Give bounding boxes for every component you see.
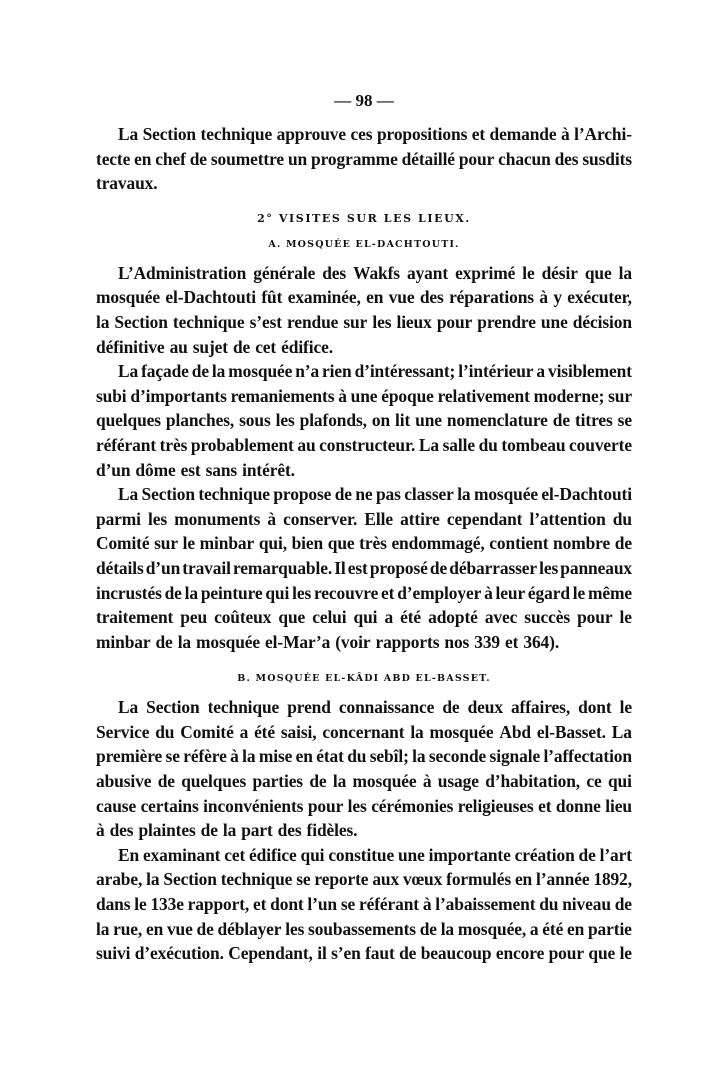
- text-line: tecte en chef de soumettre un programme détaillé pour chacun des susdits: [96, 148, 632, 169]
- text-line: à des plaintes de la part des fidèles.: [96, 820, 358, 841]
- subsection-heading-b: B. MOSQUÉE EL-KÂDI ABD EL-BASSET.: [237, 673, 491, 685]
- text-line: L’Administration générale des Wakfs ayant exprimé le désir que la: [118, 262, 632, 283]
- paragraph-b1: [96, 695, 632, 843]
- text-line: la rue, en vue de déblayer les soubassements de la mosquée, a été en partie: [96, 918, 632, 939]
- paragraph-a1: [96, 261, 632, 359]
- intro-paragraph: [96, 122, 632, 196]
- text-line: suivi d’exécution. Cependant, il s’en faut de beaucoup encore pour que le: [96, 943, 632, 964]
- page-number: — 98 —: [334, 91, 394, 110]
- text-line: quelques planches, sous les plafonds, on lit une nomenclature de titres se: [96, 410, 632, 431]
- text-line: parmi les monuments à conserver. Elle attire cependant l’attention du: [96, 508, 632, 529]
- text-line: La Section technique prend connaissance de deux affaires, dont le: [118, 697, 632, 718]
- text-line: arabe, la Section technique se reporte aux vœux formulés en l’année 1892,: [96, 869, 632, 890]
- paragraph-b2: [96, 843, 632, 966]
- text-line: incrustés de la peinture qui les recouvre et d’employer à leur égard le même: [96, 582, 632, 603]
- text-line: première se réfère à la mise en état du sebîl; la seconde signale l’affectation: [96, 746, 632, 767]
- text-line: mosquée el-Dachtouti fût examinée, en vue des réparations à y exécuter,: [96, 287, 632, 308]
- text-line: cause certains inconvénients pour les cérémonies religieuses et donne lieu: [96, 795, 632, 816]
- section-heading-visites: 2° VISITES SUR LES LIEUX.: [257, 211, 471, 225]
- text-line: La Section technique propose de ne pas classer la mosquée el-Dachtouti: [118, 484, 632, 505]
- text-line: la Section technique s’est rendue sur les lieux pour prendre une décision: [96, 311, 632, 332]
- text-line: Comité sur le minbar qui, bien que très endommagé, contient nombre de: [96, 533, 632, 554]
- text-line: détails d’un travail remarquable. Il est proposé de débarrasser les panneaux: [96, 557, 632, 578]
- text-line: traitement peu coûteux que celui qui a été adopté avec succès pour le: [96, 607, 632, 628]
- text-line: minbar de la mosquée el-Mar’a (voir rapports nos 339 et 364).: [96, 631, 560, 652]
- text-line: subi d’importants remaniements à une époque relativement moderne; sur: [96, 385, 632, 406]
- document-page: [96, 90, 632, 966]
- text-line: dans le 133e rapport, et dont l’un se référant à l’abaissement du niveau de: [96, 894, 632, 915]
- text-line: Service du Comité a été saisi, concernant la mosquée Abd el-Basset. La: [96, 721, 632, 742]
- text-line: d’un dôme est sans intérêt.: [96, 459, 295, 480]
- text-line: référant très probablement au constructeur. La salle du tombeau couverte: [96, 434, 632, 455]
- text-line: La Section technique approuve ces propositions et demande à l’Archi-: [118, 124, 632, 144]
- text-line: En examinant cet édifice qui constitue une importante création de l’art: [118, 844, 632, 865]
- text-line: La façade de la mosquée n’a rien d’intéressant; l’intérieur a visiblement: [118, 361, 632, 382]
- paragraph-a2: [96, 359, 632, 482]
- text-line: travaux.: [96, 173, 158, 194]
- subsection-heading-a: A. MOSQUÉE EL-DACHTOUTI.: [268, 238, 460, 250]
- text-line: définitive au sujet de cet édifice.: [96, 336, 333, 357]
- paragraph-a3: [96, 482, 632, 654]
- text-line: abusive de quelques parties de la mosquée à usage d’habitation, ce qui: [96, 771, 632, 792]
